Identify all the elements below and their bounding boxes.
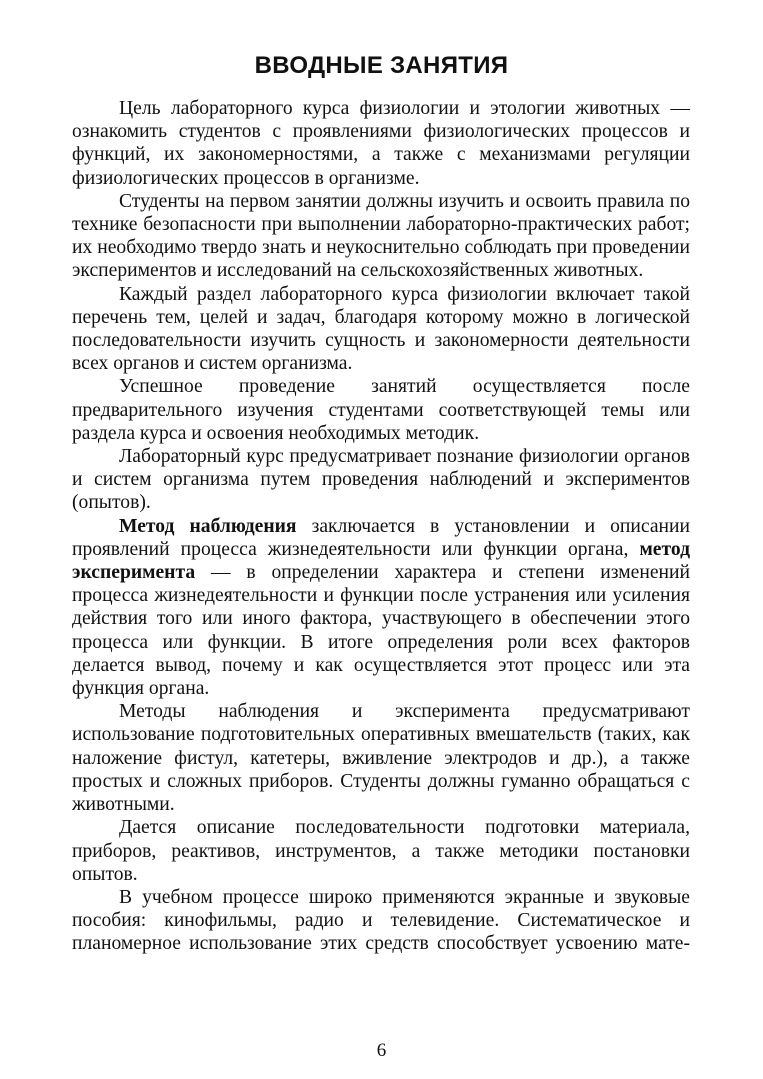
body-text bbox=[72, 97, 690, 956]
section-title: ВВОДНЫЕ ЗАНЯТИЯ bbox=[254, 52, 509, 79]
page-number: 6 bbox=[376, 1040, 387, 1061]
paragraph-last: В учебном процессе широко применяются экранные и звуковые пособия: кинофильмы, радио и телевидение. Систематическое и планомерное использование этих средств способствует усвоению мате- bbox=[72, 886, 690, 955]
paragraph-text: — в определении характера и степени изменений процесса жизнедеятельности и функции после устранения или усиления действия того или иного фактора, участвующего в обеспечении этого процесса или функции. В итоге определения роли всех факторов делается вывод, почему и как осуществляется этот процесс или эта функция органа. bbox=[72, 562, 690, 700]
term-observation: Метод наблюдения bbox=[119, 515, 297, 537]
paragraph: Успешное проведение занятий осуществляется после предварительного изучения студентами соответствующей темы или раздела курса и освоения необходимых методик. bbox=[72, 376, 690, 444]
method-paragraph bbox=[72, 515, 690, 701]
term-experiment: метод эксперимента bbox=[72, 538, 690, 584]
paragraph: Каждый раздел лабораторного курса физиологии включает такой перечень тем, целей и задач, благодаря которому можно в логической последовательности изучить сущность и закономерности деятельности всех органов и систем организма. bbox=[72, 283, 690, 375]
paragraph: Цель лабораторного курса физиологии и этологии животных — ознакомить студентов с проявлениями физиологических процессов и функций, их закономерностями, а также с механизмами регуляции физиологических процессов в организме. bbox=[72, 98, 690, 189]
paragraph-text: заключается в установлении и описании проявлений процесса жизнедеятельности или функции органа, bbox=[72, 515, 690, 560]
paragraph: Лабораторный курс предусматривает познание физиологии органов и систем организма путем проведения наблюдений и экспериментов (опытов). bbox=[72, 446, 690, 514]
paragraph: Дается описание последовательности подготовки материала, приборов, реактивов, инструментов, а также методики постановки опытов. bbox=[72, 817, 690, 885]
paragraph: Студенты на первом занятии должны изучить и освоить правила по технике безопасности при выполнении лабораторно-практических работ; их необходимо твердо знать и неукоснительно соблюдать при проведении экспериментов и исследований на сельскохозяйственных животных. bbox=[72, 190, 690, 282]
paragraph: Методы наблюдения и эксперимента предусматривают использование подготовительных оперативных вмешательств (таких, как наложение фистул, катетеры, вживление электродов и др.), а также простых и сложных приборов. Студенты должны гуманно обращаться с животными. bbox=[72, 701, 690, 816]
